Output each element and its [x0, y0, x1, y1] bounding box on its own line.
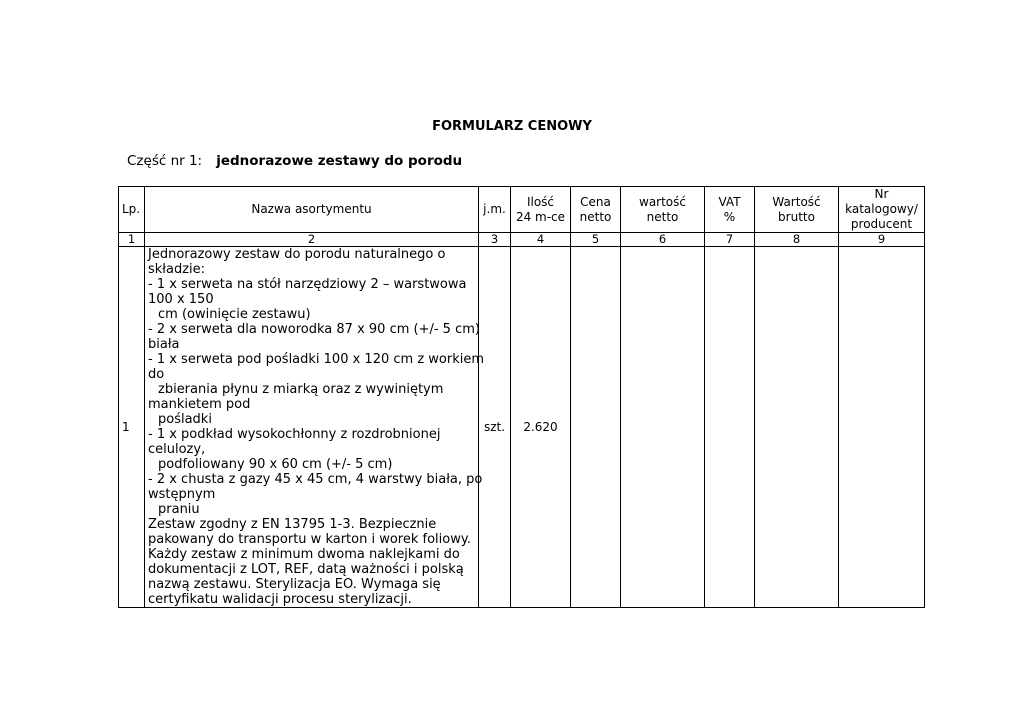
column-number: 3: [479, 233, 511, 247]
column-number: 7: [705, 233, 755, 247]
description-line: - 1 x serweta na stół narzędziowy 2 – warstwowa: [148, 277, 467, 292]
description-line: Jednorazowy zestaw do porodu naturalnego o: [148, 247, 446, 262]
column-number: 4: [511, 233, 571, 247]
cell-catalog-no[interactable]: [839, 247, 925, 608]
header-lp: Lp.: [119, 187, 145, 233]
description-line: Każdy zestaw z minimum dwoma naklejkami do: [148, 547, 460, 562]
description-line: pośladki: [158, 412, 212, 427]
cell-unit: szt.: [479, 247, 511, 608]
cell-quantity: 2.620: [511, 247, 571, 608]
description-line: celulozy,: [148, 442, 206, 457]
column-number: 6: [621, 233, 705, 247]
document-title: FORMULARZ CENOWY: [432, 119, 592, 134]
cell-unit-price-net[interactable]: [571, 247, 621, 608]
description-line: wstępnym: [148, 487, 216, 502]
header-vat: VAT %: [705, 187, 755, 233]
description-line: Zestaw zgodny z EN 13795 1-3. Bezpiecznie: [148, 517, 437, 532]
column-number: 1: [119, 233, 145, 247]
column-number: 9: [839, 233, 925, 247]
description-line: 100 x 150: [148, 292, 214, 307]
description-line: dokumentacji z LOT, REF, datą ważności i polską: [148, 562, 464, 577]
description-line: - 2 x serweta dla noworodka 87 x 90 cm (+/- 5 cm): [148, 322, 480, 337]
header-name: Nazwa asortymentu: [145, 187, 479, 233]
price-table: [118, 186, 925, 608]
part-label: Część nr 1:: [127, 153, 203, 169]
cell-value-gross[interactable]: [755, 247, 839, 608]
description-line: zbierania płynu z miarką oraz z wywiniętym: [158, 382, 444, 397]
cell-description: [145, 247, 485, 608]
description-line: certyfikatu walidacji procesu sterylizacji.: [148, 592, 412, 607]
column-number: 2: [145, 233, 479, 247]
description-line: biała: [148, 337, 180, 352]
description-line: pakowany do transportu w karton i worek foliowy.: [148, 532, 471, 547]
cell-value-net[interactable]: [621, 247, 705, 608]
description-line: cm (owinięcie zestawu): [158, 307, 311, 322]
description-line: praniu: [158, 502, 200, 517]
header-value-net: wartość netto: [621, 187, 705, 233]
column-number: 5: [571, 233, 621, 247]
description-line: nazwą zestawu. Sterylizacja EO. Wymaga się: [148, 577, 441, 592]
column-number-row: [119, 233, 925, 247]
description-line: - 1 x podkład wysokochłonny z rozdrobnionej: [148, 427, 441, 442]
description-line: podfoliowany 90 x 60 cm (+/- 5 cm): [158, 457, 393, 472]
part-name: jednorazowe zestawy do porodu: [216, 153, 463, 169]
description-line: - 1 x serweta pod pośladki 100 x 120 cm z workiem: [148, 352, 485, 367]
part-heading: [127, 153, 462, 169]
cell-lp: 1: [119, 247, 145, 608]
description-line: mankietem pod: [148, 397, 251, 412]
cell-vat[interactable]: [705, 247, 755, 608]
header-row: [119, 187, 925, 233]
description-line: składzie:: [148, 262, 206, 277]
header-quantity: Ilość 24 m-ce: [511, 187, 571, 233]
table-row: [119, 247, 925, 608]
description-line: - 2 x chusta z gazy 45 x 45 cm, 4 warstwy biała, po: [148, 472, 483, 487]
header-unit: j.m.: [479, 187, 511, 233]
column-number: 8: [755, 233, 839, 247]
header-value-gross: Wartość brutto: [755, 187, 839, 233]
header-catalog-no: Nr katalogowy/ producent: [839, 187, 925, 233]
description-line: do: [148, 367, 165, 382]
header-unit-price-net: Cena netto: [571, 187, 621, 233]
